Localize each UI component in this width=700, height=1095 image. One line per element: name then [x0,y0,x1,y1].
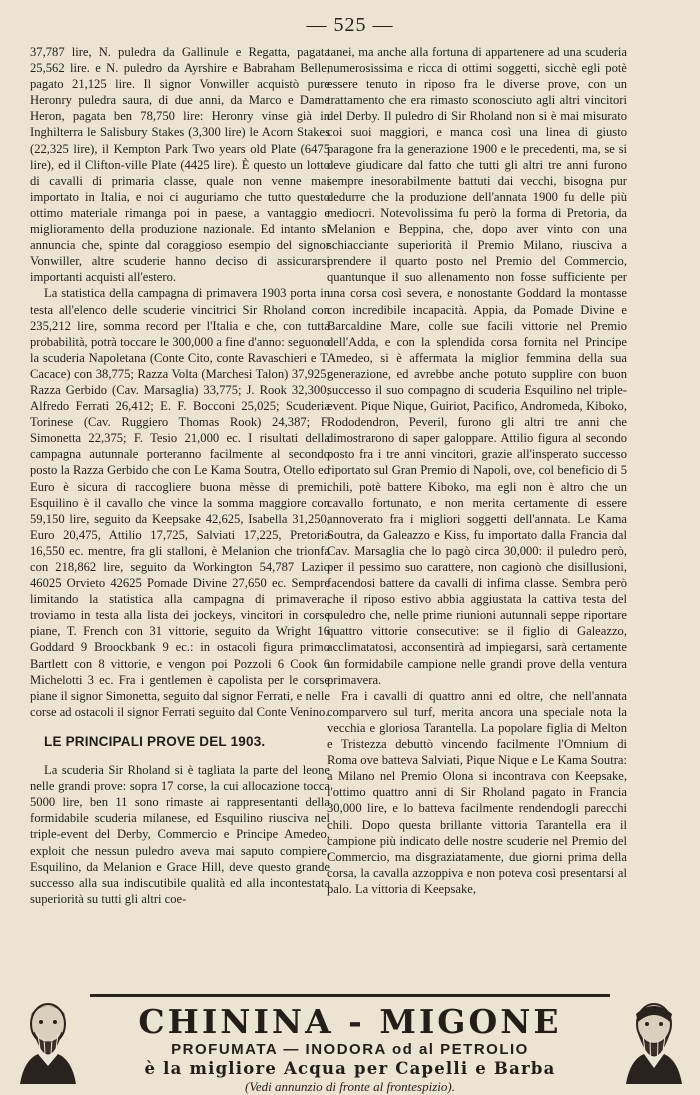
advertisement [80,1004,620,1095]
right-column [327,44,627,897]
advertisement-tagline: è la migliore Acqua per Capelli e Barba [144,1059,556,1078]
page-number: — 525 — [306,14,394,36]
advertisement-subtitle: PROFUMATA — INODORA od al PETROLIO [171,1041,529,1058]
bearded-man-portrait-icon [14,994,82,1084]
article-paragraph: La scuderia Sir Rholand si è tagliata la parte del leone nelle grandi prove: sopra 17 corse, la cui allocazione tocca 5000 lire, ben 11 sono rimaste ai rappresentanti della formidabile scuderia milanese, ed Esquilino riusciva nel triple-event del Derby, Commercio e Principe Amedeo, exploit che nessun puledro aveva mai saputo compiere. Esquilino, da Melanion e Grace Hill, deve questo grande successo alla sua indiscutibile qualità ed alla incontestata superiorità su tutti gli altri coe- [30,763,330,906]
article-paragraph: 37,787 lire, N. puledra da Gallinule e Regatta, pagata 25,562 lire. e N. puledro da Ayrshire e Babraham Belle, pagato 21,125 lire. Il signor Vonwiller acquistò pure Heronry puledra saura, di due anni, da Marco e Dame Heron, pagata ben 78,750 lire: Heronry vinse già in Inghilterra le Salisbury Stakes (3,300 lire) le Acorn Stakes (22,325 lire), il Kempton Park Two years old Plate (6475 lire), ed il Clifton-ville Plate (4425 lire). È questo un lotto di cavalli di primaria classe, quale non venne mai importato in Italia, e noi ci auguriamo che tutto questo ottimo materiale rimanga poi in paese, a vantaggio e miglioramento della produzione nazionale. Ed intanto si annuncia che, spinte dal coraggioso esempio del signor Vonwiller, altre scuderie hanno deciso di assicurarsi importanti acquisti all'estero. [30,45,330,285]
bearded-man-portrait-icon [620,994,688,1084]
article-paragraph: La statistica della campagna di primavera 1903 porta in testa all'elenco delle scuderie vincitrici Sir Rholand con 235,212 lire, somma record per l'Italia e che, con tutta probabilità, potrà toccare le 300,000 a fine d'anno: seguono la scuderia Napoletana (Conte Cito, conte Ravaschieri e T. Cacace) con 38,775; Razza Volta (Marchesi Talon) 37,925: Razza Gerbido (Cav. Marsaglia) 33,775; J. Rook 32,300; Alfredo Ferrati 26,412; E. F. Bocconi 25,025; Scuderia Torinese (Cav. Ruggiero Thomas Rook) 24,387; F. Simonetta 22,375; F. Tesio 21,000 ec. I risultati della campagna autunnale porteranno facilmente al secondo posto la Razza Gerbido che con Le Kama Soutra, Otello ed Euro è sicura di raccogliere buona mèsse di premi. Esquilino è il cavallo che vince la somma maggiore con 59,150 lire, seguito da Keepsake 42,625, Isabella 31,250, Euro 20,475, Attilio 17,725, Salviati 17,225, Pretoria 16,550 ec. mentre, fra gli stalloni, è Melanion che trionfa con 218,862 lire, seguito da Workington 54,787 Lazio 46025 Orvieto 42625 Pomade Divine 27,650 ec. Sempre limitando la statistica alla campagna di primavera, troviamo in testa alla lista dei jockeys, vincitori in corse piane, T. French con 31 vittorie, seguito da Wright 16 Goddard 9 Broockbank 9 ec.: in ostacoli figura primo Bartlett con 8 vittorie, e vengon poi Pozzoli 6 Cook 6 Michelotti 3 ec. Fra i gentlemen è capolista per le corse piane il signor Simonetta, seguito dal signor Ferrati, e nelle corse ad ostacoli il signor Ferrati seguito dal Conte Venino. [30,286,330,719]
article-paragraph: Fra i cavalli di quattro anni ed oltre, che nell'annata comparvero sul turf, merita ancora una speciale nota la vecchia e gloriosa Tarantella. La popolare figlia di Melton e Tristezza debuttò vincendo facilmente l'Omnium di Roma ove batteva Salviati, Pique Nique e Le Kama Soutra: a Milano nel Premio Olona si incontrava con Keepsake, l'ottimo quattro anni di Sir Rholand pagato in Francia 30,000 lire, e lo batteva facilmente rendendogli parecchi chili. Dopo questa brillante vittoria Tarantella era il campione più indicato delle nostre scuderie nel Premio del Commercio, ma disgraziatamente, due giorni prima della corsa, la cavalla azzoppiva e non poteva così presentarsi al palo. La vittoria di Keepsake, [327,688,627,896]
section-heading: LE PRINCIPALI PROVE DEL 1903. [44,733,266,749]
article-paragraph: tanei, ma anche alla fortuna di appartenere ad una scuderia numerosissima e ricca di ottimi soggetti, sicchè egli potè essere tenuto in riposo fra le diverse prove, con un trattamento che era rimasto sconosciuto agli altri vincitori del Derby. Il puledro di Sir Rholand non si è mai misurato coi suoi maggiori, e manca così una linea di giusto paragone fra la generazione 1900 e le precedenti, ma, se si deve giudicare dal fatto che tutti gli altri tre anni furono sempre inesorabilmente battuti dai vecchi, bisogna pur dedurre che la produzione dell'annata 1900 fu delle più mediocri. Notevolissima fu però la forma di Pretoria, da Melanion e Beppina, che, dopo aver vinto con una schiacciante superiorità il Premio Milano, riusciva a prendere il quarto posto nel Premio del Commercio, quantunque il suo allenamento non fosse sufficiente per una corsa così severa, e nonostante Goddard la montasse con incredibile incapacità. Appia, da Pomade Divine e Barcaldine Mare, colle sue facili vittorie nel Premio dell'Adda, e con la splendida corsa fornita nel Principe Amedeo, si è affermata la miglior femmina della sua generazione, ed avrebbe anche potuto supplire con buon successo il suo compagno di scuderia Esquilino nel triple-event. Pique Nique, Guiriot, Pacifico, Andromeda, Kiboko, Rododendron, Peveril, furono gli altri tre anni che dimostrarono di saper galoppare. Attilio figura al secondo posto fra i tre anni vincitori, grazie all'insperato successo riportato sul Gran Premio di Napoli, ove, col beneficio di 5 chili, potè battere Kiboko, ma egli non è altro che un cavallo fortunato, e non merita certamente di essere annoverato fra i migliori soggetti dell'annata. Le Kama Soutra, da Galeazzo e Kiss, fu importato dalla Francia dal Cav. Marsaglia che lo pagò circa 30,000: il puledro però, per il pessimo suo carattere, non cagionò che disillusioni, facendosi battere da cavalli di infima classe. Sembra però che il riposo estivo abbia aggiustata la cattiva testa del puledro che, nelle prime riunioni autunnali seppe riportare quattro vittorie consecutive: se il figlio di Galeazzo, acclimatatosi, acconsentirà ad impiegarsi, sarà certamente un formidabile campione nelle grandi prove della ventura primavera. [327,45,627,687]
advertisement-divider [90,994,610,997]
advertisement-title: CHININA - MIGONE [138,1002,562,1041]
advertisement-note: (Vedi annunzio di fronte al frontespizio). [245,1079,455,1094]
left-column [30,44,330,907]
